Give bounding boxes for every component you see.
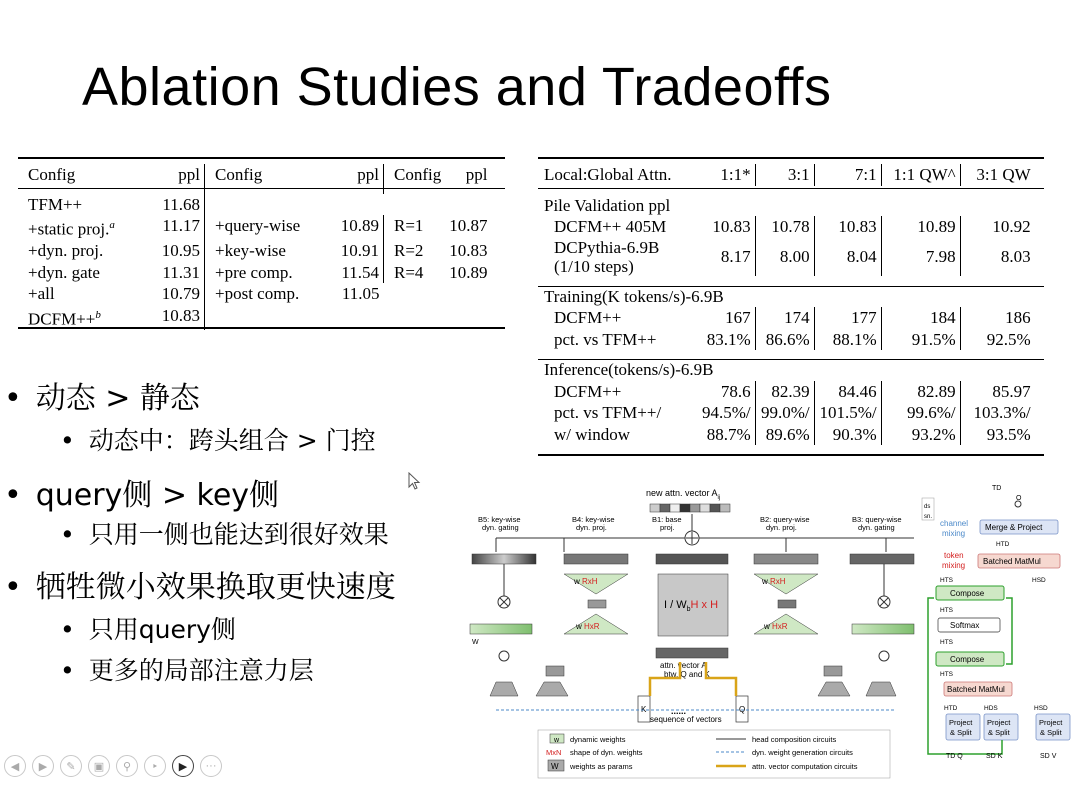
project-split-label: & Split [988, 728, 1010, 737]
section-title: Training(K tokens/s)-6.9B [544, 286, 724, 306]
table-cell: 10.83 [712, 217, 751, 236]
table-cell: pct. vs TFM++/ [554, 403, 662, 422]
mouse-cursor-icon [408, 472, 422, 492]
wqg-param [866, 682, 896, 696]
table-cell: 85.97 [960, 381, 1035, 403]
hts-label: HTS [940, 639, 953, 646]
wk2-param [546, 666, 564, 676]
b1-sublabel: proj. [660, 523, 675, 532]
hts-label: HTS [940, 607, 953, 614]
output-vector [650, 504, 730, 512]
project-split-label: & Split [1040, 728, 1062, 737]
bullet-text: query侧 > key侧 [35, 478, 280, 513]
dots-label: ...... [671, 706, 687, 716]
tanh-icon [879, 651, 889, 661]
table-cell: 10.91 [340, 241, 379, 261]
table-cell: 89.6% [755, 424, 814, 446]
bullet-text: 只用query侧 [88, 615, 236, 644]
partial-label: ds [924, 504, 931, 510]
htd-label: HTD [996, 541, 1010, 548]
wk1-label: w HxR [576, 622, 600, 631]
b5-sublabel: dyn. gating [482, 523, 519, 532]
table-row [24, 283, 491, 305]
table-cell: 84.46 [814, 381, 881, 403]
table-row [540, 307, 1035, 329]
vector-b4 [564, 554, 628, 564]
project-split-label: & Split [950, 728, 972, 737]
table-cell: 8.04 [814, 238, 881, 276]
table-cell: 83.1% [706, 329, 751, 349]
section-title: Pile Validation ppl [544, 195, 671, 215]
table-cell: 103.3%/ [960, 402, 1035, 424]
table-cell: 10.83 [161, 305, 200, 325]
table-cell: 11.05 [341, 284, 380, 304]
legend-item: dynamic weights [570, 735, 626, 744]
token-mixing-label: token [944, 551, 964, 560]
legend-swatch-label: MxN [546, 748, 562, 757]
table-cell: 99.6%/ [881, 402, 960, 424]
table-row [24, 194, 491, 216]
table-cell: DCFM++ 405M [554, 217, 667, 236]
table-cell: 93.2% [881, 424, 960, 446]
legend-item: weights as params [570, 762, 633, 771]
table-row [540, 216, 1035, 238]
table-cell: 10.89 [449, 262, 488, 282]
b2-label: B2: query-wise [760, 515, 810, 524]
batched-matmul-label: Batched MatMul [947, 685, 1005, 694]
b3-sublabel: dyn. gating [858, 523, 895, 532]
slides-icon[interactable]: ▣ [88, 755, 110, 777]
bullet-item [4, 373, 200, 417]
bullet-subitem [60, 651, 314, 687]
hts-label: HTS [940, 577, 953, 584]
table-cell: 88.7% [706, 424, 751, 444]
legend-item: head composition circuits [752, 735, 837, 744]
attn-btw-label: btw. Q and K [664, 670, 710, 679]
table-cell: 82.39 [755, 381, 814, 403]
bullet-subitem [60, 515, 389, 551]
table-cell: R=4 [384, 262, 446, 284]
table-cell: 177 [814, 307, 881, 329]
table-cell: R=1 [384, 215, 446, 240]
wq2-param [824, 666, 842, 676]
table-cell: 101.5%/ [814, 402, 881, 424]
vector-b3 [850, 554, 914, 564]
bullet-dot: • [60, 520, 75, 549]
table-cell: +static proj.$^a$ [28, 219, 115, 239]
camera-icon[interactable]: ▶ [172, 755, 194, 777]
table-cell: 10.95 [161, 241, 200, 261]
htd-label: HTD [944, 705, 958, 712]
tdm-label: TD [992, 485, 1002, 492]
new-attn-label: new attn. vector $A_{ij}$ [646, 488, 721, 501]
table-cell: 86.6% [755, 329, 814, 351]
section-title: Inference(tokens/s)-6.9B [544, 360, 714, 379]
legend-item: dyn. weight generation circuits [752, 748, 853, 757]
table-cell: 92.5% [960, 329, 1035, 351]
token-mixing-label: mixing [942, 561, 966, 570]
bullet-dot: • [4, 478, 22, 513]
wkg-h-label: W [472, 639, 479, 646]
hts-label: HTS [940, 671, 953, 678]
table1-header: Config [28, 165, 76, 184]
table-row [540, 381, 1035, 403]
table-row [24, 262, 491, 284]
table-cell: +query-wise [205, 215, 332, 240]
partial-label: sn. [924, 514, 933, 520]
b5-label: B5: key-wise [478, 515, 521, 524]
table-row [540, 424, 1035, 446]
table-cell: 78.6 [720, 381, 751, 401]
wkg-param [490, 682, 518, 696]
table-cell: 167 [725, 308, 751, 327]
table-cell: 90.3% [814, 424, 881, 446]
table1-header: ppl [465, 165, 488, 184]
table-cell: +key-wise [205, 240, 332, 262]
softmax-label: Softmax [950, 621, 980, 630]
bullet-subitem [60, 610, 236, 646]
bullet-text: 牺牲微小效果换取更快速度 [35, 570, 396, 605]
table-cell: 10.83 [814, 216, 881, 238]
table-row [24, 215, 491, 240]
table-cell: 10.87 [449, 216, 488, 235]
bullet-text: 只用一侧也能达到很好效果 [88, 520, 389, 549]
batched-matmul-label: Batched MatMul [983, 557, 1041, 566]
vector-b5 [472, 554, 536, 564]
tanh-icon [499, 651, 509, 661]
table2-header: 7:1 [814, 164, 881, 186]
legend-swatch-label: w [554, 737, 560, 744]
table-cell: pct. vs TFM++ [554, 329, 657, 349]
hds-label: HDS [984, 705, 998, 712]
table2-header: 1:1* [720, 165, 751, 184]
table-cell: 7.98 [881, 238, 960, 276]
table-cell: +pre comp. [205, 262, 332, 284]
table-cell: 93.5% [960, 424, 1035, 446]
bullet-text: 更多的局部注意力层 [88, 656, 314, 685]
table-cell: DCFM++$^b$ [28, 308, 101, 329]
table-cell: DCFM++ [554, 308, 622, 327]
wk1-param [536, 682, 568, 696]
bullet-dot: • [4, 570, 22, 605]
table-cell: 11.54 [341, 262, 379, 282]
table-cell: DCPythia-6.9B (1/10 steps) [554, 237, 660, 276]
table-cell: 99.0%/ [755, 402, 814, 424]
table2-header-row [540, 164, 1035, 186]
bullet-dot: • [60, 615, 75, 644]
table1-header: ppl [357, 165, 379, 184]
table-cell: 184 [881, 307, 960, 329]
table-cell: +dyn. gate [28, 262, 100, 282]
table-cell: 10.89 [340, 216, 379, 235]
table-cell: 88.1% [814, 329, 881, 351]
next-icon[interactable]: ▶ [32, 755, 54, 777]
table-cell: 10.79 [161, 284, 200, 304]
table1 [24, 164, 491, 330]
table-cell: 10.89 [881, 216, 960, 238]
b3-label: B3: query-wise [852, 515, 902, 524]
b4-sublabel: dyn. proj. [576, 523, 607, 532]
bullet-text: 动态中：跨头组合 > 门控 [88, 426, 376, 455]
table-cell: +all [28, 284, 55, 304]
attn-vector [656, 648, 728, 658]
hsd-label: HSD [1032, 577, 1046, 584]
legend-item: shape of dyn. weights [570, 748, 643, 757]
table1-header: Config [205, 164, 332, 186]
channel-mixing-label: mixing [942, 529, 966, 538]
slide-title: Ablation Studies and Tradeoffs [82, 57, 832, 117]
table1-top-rule [18, 157, 505, 159]
table-cell: 11.68 [162, 194, 200, 214]
vector-b2 [754, 554, 818, 564]
prev-icon[interactable]: ◀ [4, 755, 26, 777]
project-split-label: Project [987, 718, 1011, 727]
legend-item: attn. vector computation circuits [752, 762, 858, 771]
table1-header: Config [384, 164, 446, 186]
presentation-toolbar [4, 754, 222, 778]
sequence-label: sequence of vectors [650, 715, 722, 724]
attn-vector-label: attn. vector A [660, 661, 707, 670]
project-split-label: Project [949, 718, 973, 727]
bullet-item [4, 562, 396, 606]
bullet-subitem [60, 421, 376, 457]
table-cell: w/ window [554, 424, 631, 444]
table2-header: 1:1 QW^ [881, 164, 960, 186]
table-cell: DCFM++ [554, 381, 622, 401]
more-icon[interactable]: ··· [200, 755, 222, 777]
compose-label: Compose [950, 655, 985, 664]
table-cell: 82.89 [881, 381, 960, 403]
table-row [540, 402, 1035, 424]
architecture-diagram [466, 478, 1080, 780]
table-cell: 8.17 [720, 246, 751, 266]
qi-label: Q [739, 705, 746, 714]
table-cell: 8.03 [960, 238, 1035, 276]
table2-bottom-rule [538, 454, 1044, 456]
wq1-param [818, 682, 850, 696]
gate-vector-k [470, 624, 532, 634]
b4-label: B4: key-wise [572, 515, 615, 524]
pen-icon[interactable]: ✎ [60, 755, 82, 777]
table-row [24, 240, 491, 262]
pointer-icon[interactable]: ‣ [144, 755, 166, 777]
table2-top-rule [538, 157, 1044, 159]
zoom-icon[interactable]: ⚲ [116, 755, 138, 777]
compose-label: Compose [950, 589, 985, 598]
bullet-dot: • [60, 656, 75, 685]
table2 [540, 164, 1035, 445]
merge-project-label: Merge & Project [985, 523, 1043, 532]
b2-sublabel: dyn. proj. [766, 523, 797, 532]
project-split-label: Project [1039, 718, 1063, 727]
table-row [24, 305, 491, 330]
wq2-label: w RxH [762, 577, 786, 586]
table2-header: 3:1 QW [960, 164, 1035, 186]
o-label: O [1016, 495, 1022, 502]
table2-header: Local:Global Attn. [544, 165, 672, 184]
wq1-label: w HxR [764, 622, 788, 631]
table-cell: +dyn. proj. [28, 241, 104, 261]
legend-swatch-label: W [551, 762, 559, 771]
table-cell: TFM++ [28, 194, 83, 214]
b1-label: B1: base [652, 515, 682, 524]
bullet-dot: • [60, 426, 75, 455]
table-cell: 94.5%/ [702, 403, 751, 422]
table-cell: 174 [755, 307, 814, 329]
table-cell: 10.92 [960, 216, 1035, 238]
gate-vector-q [852, 624, 914, 634]
table-row [540, 238, 1035, 276]
table-cell: 11.17 [162, 216, 200, 235]
channel-mixing-label: channel [940, 519, 969, 528]
table1-header: ppl [178, 165, 200, 184]
table-cell: 186 [960, 307, 1035, 329]
table-cell: R=2 [384, 240, 446, 262]
table-cell: 10.83 [449, 241, 488, 261]
sdv-label: SD V [1040, 753, 1057, 760]
table-cell: 91.5% [881, 329, 960, 351]
bullet-dot: • [4, 381, 22, 416]
wk2-label: w RxH [574, 577, 598, 586]
vector-b1 [656, 554, 728, 564]
bullet-text: 动态 > 静态 [35, 381, 200, 416]
table-cell: +post comp. [205, 283, 332, 305]
table-row [540, 329, 1035, 351]
tdq-label: TD Q [946, 753, 963, 760]
kj-label: K [641, 705, 647, 714]
table-cell: 11.31 [162, 262, 200, 282]
hsd-label: HSD [1034, 705, 1048, 712]
table2-header: 3:1 [755, 164, 814, 186]
base-proj-label: I / $W_bH$ x H [664, 599, 719, 613]
table-cell: 8.00 [755, 238, 814, 276]
table-cell: 10.78 [755, 216, 814, 238]
table1-header-row [24, 164, 491, 186]
sdk-label: SD K [986, 753, 1003, 760]
bullet-item [4, 470, 279, 514]
